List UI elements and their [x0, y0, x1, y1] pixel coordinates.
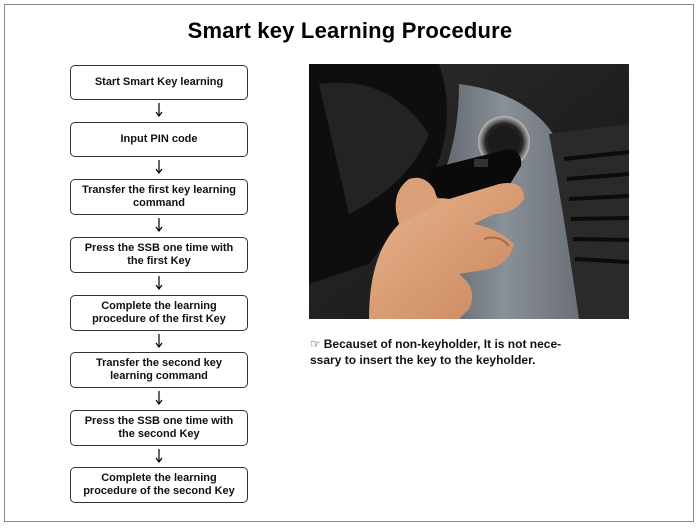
flow-step-2: Input PIN code	[70, 122, 248, 157]
arrow-down-icon	[151, 390, 167, 406]
arrow-down-icon	[151, 159, 167, 175]
note-line-1: Becauset of non-keyholder, It is not nece-	[323, 337, 562, 351]
flow-step-7: Press the SSB one time with the second Key	[70, 410, 248, 446]
flow-step-4: Press the SSB one time with the first Key	[70, 237, 248, 273]
arrow-down-icon	[151, 217, 167, 233]
arrow-down-icon	[151, 448, 167, 464]
flow-step-8: Complete the learning procedure of the second Key	[70, 467, 248, 503]
flow-step-6: Transfer the second key learning command	[70, 352, 248, 388]
note-text	[310, 336, 640, 368]
page-title: Smart key Learning Procedure	[187, 18, 513, 43]
arrow-down-icon	[151, 102, 167, 118]
arrow-down-icon	[151, 275, 167, 291]
flow-step-5: Complete the learning procedure of the first Key	[70, 295, 248, 331]
flow-step-3: Transfer the first key learning command	[70, 179, 248, 215]
arrow-down-icon	[151, 333, 167, 349]
smart-key-photo	[309, 64, 629, 319]
pointing-hand-icon: ☞	[310, 337, 321, 351]
note-line-2: ssary to insert the key to the keyholder.	[310, 353, 536, 367]
flow-step-1: Start Smart Key learning	[70, 65, 248, 100]
